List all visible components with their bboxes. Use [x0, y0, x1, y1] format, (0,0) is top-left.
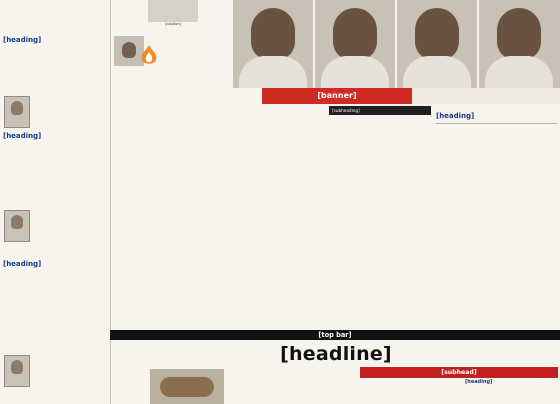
- bottom-red-subhead: [subhead]: [360, 367, 558, 378]
- left-headline-2: [heading]: [3, 132, 42, 140]
- bottom-column-c: [462, 379, 560, 385]
- bottom-top-bar: [top bar]: [110, 330, 560, 340]
- portrait-head: [333, 8, 377, 60]
- left-photo-2: [4, 210, 30, 242]
- right-column-3: [433, 106, 560, 127]
- portrait-photo-1: [233, 0, 315, 88]
- left-story-3: [0, 130, 110, 142]
- left-column: [0, 0, 111, 404]
- left-photo-3: [4, 355, 30, 387]
- middle-top-caption: [caption]: [165, 22, 181, 26]
- flame-icon: [140, 45, 158, 67]
- left-photo-1: [4, 96, 30, 128]
- portrait-body: [485, 56, 553, 88]
- portrait-photo-4: [479, 0, 560, 88]
- bottom-headline: [headline]: [280, 343, 392, 365]
- portrait-photo-2: [315, 0, 397, 88]
- photo-banner-label: [banner]: [262, 88, 412, 104]
- right-column-2-subhead: [subheading]: [329, 106, 431, 115]
- portrait-body: [403, 56, 471, 88]
- left-headline-3: [heading]: [3, 260, 42, 268]
- divider: [436, 123, 557, 124]
- portrait-photo-3: [397, 0, 479, 88]
- bottom-column-c-head: [heading]: [465, 379, 493, 385]
- middle-column: [110, 0, 233, 330]
- left-story-4: [0, 258, 110, 270]
- portrait-body: [321, 56, 389, 88]
- left-headline-1: [heading]: [3, 36, 42, 44]
- portrait-head: [415, 8, 459, 60]
- portrait-body: [239, 56, 307, 88]
- bottom-story: [110, 330, 560, 404]
- right-column-2: [329, 106, 431, 117]
- middle-top-photo: [148, 0, 198, 22]
- portrait-head: [497, 8, 541, 60]
- bottom-photo: [150, 369, 224, 404]
- photo-banner-spacer: [412, 88, 560, 104]
- portrait-head: [251, 8, 295, 60]
- left-story-2: [0, 34, 110, 46]
- right-column-3-headline: [heading]: [436, 112, 475, 120]
- photo-strip: [233, 0, 560, 88]
